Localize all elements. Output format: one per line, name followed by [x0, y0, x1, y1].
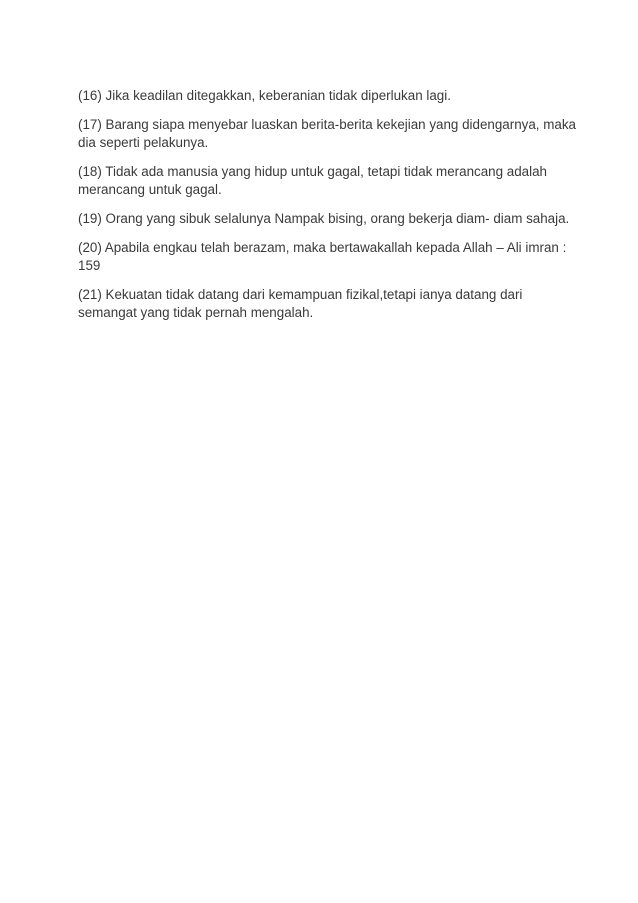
quote-18-line-1: (18) Tidak ada manusia yang hidup untuk gagal, tetapi tidak merancang adalah [78, 164, 547, 179]
document-body [78, 87, 576, 333]
quote-21-line-1: (21) Kekuatan tidak datang dari kemampuan fizikal,tetapi ianya datang dari [78, 287, 523, 302]
quote-19 [78, 210, 568, 228]
quote-16 [78, 87, 568, 105]
quote-18 [78, 163, 568, 199]
quote-17-line-2: dia seperti pelakunya. [78, 135, 209, 150]
quote-19-line-1: (19) Orang yang sibuk selalunya Nampak bising, orang bekerja diam- diam sahaja. [78, 211, 570, 226]
quote-20-line-2: 159 [78, 258, 101, 273]
quote-17 [78, 116, 576, 152]
quote-21-line-2: semangat yang tidak pernah mengalah. [78, 305, 314, 320]
quote-20-line-1: (20) Apabila engkau telah berazam, maka bertawakallah kepada Allah – Ali imran : [78, 240, 567, 255]
quote-18-line-2: merancang untuk gagal. [78, 182, 222, 197]
quote-21 [78, 286, 568, 322]
quote-16-line-1: (16) Jika keadilan ditegakkan, keberanian tidak diperlukan lagi. [78, 88, 451, 103]
quote-17-line-1: (17) Barang siapa menyebar luaskan berita-berita kekejian yang didengarnya, maka [78, 117, 576, 132]
quote-20 [78, 239, 568, 275]
